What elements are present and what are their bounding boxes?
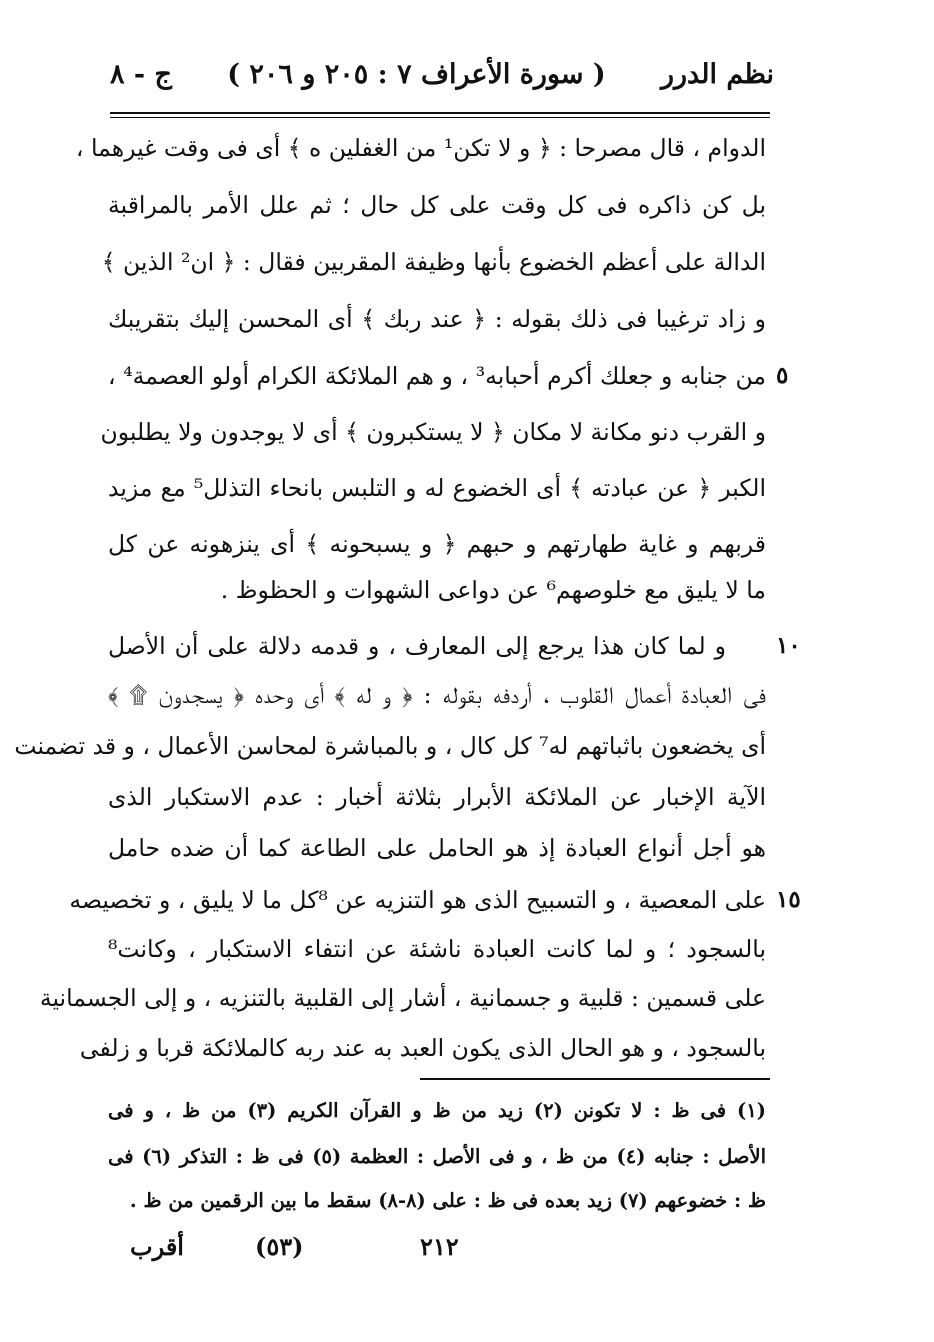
header-double-rule bbox=[110, 112, 770, 118]
text-line: الدوام ، قال مصرحا : ﴿ و لا تكن¹ من الغفلين ه ﴾ أى فى وقت غيرهما ، bbox=[75, 134, 766, 162]
text-line: فى العبادة أعمال القلوب ، أردفه بقوله : ﴿ و له ﴾ أى وحده ﴿ يسجدون ۩ ﴾ bbox=[108, 681, 766, 709]
text-line: هو أجل أنواع العبادة إذ هو الحامل على الطاعة كما أن ضده حامل bbox=[108, 834, 766, 862]
text-line: و زاد ترغيبا فى ذلك بقوله : ﴿ عند ربك ﴾ أى المحسن إليك بتقريبك bbox=[108, 305, 766, 333]
text-line: على المعصية ، و التسبيح الذى هو التنزيه عن ⁸كل ما لا يليق ، و تخصيصه bbox=[69, 886, 766, 914]
text-line: بل كن ذاكره فى كل وقت على كل حال ؛ ثم علل الأمر بالمراقبة bbox=[108, 191, 766, 219]
text-line: الكبر ﴿ عن عبادته ﴾ أى الخضوع له و التلبس بانحاء التذلل⁵ مع مزيد bbox=[108, 474, 766, 502]
signature-mark: (٥٣) bbox=[255, 1232, 304, 1261]
surah-reference: ( سورة الأعراف ٧ : ٢٠٥ و ٢٠٦ ) bbox=[227, 58, 606, 90]
text-line: بالسجود ؛ و لما كانت العبادة ناشئة عن انتفاء الاستكبار ، وكانت⁸ bbox=[108, 935, 766, 963]
text-line: من جنابه و جعلك أكرم أحبابه³ ، و هم الملائكة الكرام أولو العصمة⁴ ، bbox=[108, 362, 766, 390]
running-header bbox=[110, 52, 774, 96]
text-line: الدالة على أعظم الخضوع بأنها وظيفة المقربين فقال : ﴿ ان² الذين ﴾ bbox=[101, 248, 766, 276]
text-line: بالسجود ، و هو الحال الذى يكون العبد به عند ربه كالملائكة قربا و زلفى bbox=[79, 1034, 766, 1062]
page-number: ٢١٢ bbox=[420, 1232, 459, 1261]
line-number: ١٥ bbox=[776, 886, 801, 913]
text-line: الآية الإخبار عن الملائكة الأبرار بثلاثة أخبار : عدم الاستكبار الذى bbox=[108, 783, 766, 811]
volume-number: ج - ٨ bbox=[110, 58, 172, 90]
text-line: على قسمين : قلبية و جسمانية ، أشار إلى القلبية بالتنزيه ، و إلى الجسمانية bbox=[39, 984, 766, 1012]
text-line: أى يخضعون باثباتهم له⁷ كل كال ، و بالمباشرة لمحاسن الأعمال ، و قد تضمنت bbox=[14, 732, 766, 760]
footnote-rule bbox=[420, 1078, 770, 1080]
catchword: أقرب bbox=[130, 1232, 184, 1261]
footnote-line: (١) فى ظ : لا تكونن (٢) زيد من ظ و القرآن الكريم (٣) من ظ ، و فى bbox=[108, 1099, 767, 1122]
book-title: نظم الدرر bbox=[660, 58, 774, 90]
footnote-line: الأصل : جنابه (٤) من ظ ، و فى الأصل : العظمة (٥) فى ظ : التذكر (٦) فى bbox=[108, 1145, 766, 1168]
text-line: ما لا يليق مع خلوصهم⁶ عن دواعى الشهوات و الحظوظ . bbox=[220, 576, 766, 604]
text-line: و لما كان هذا يرجع إلى المعارف ، و قدمه دلالة على أن الأصل bbox=[108, 632, 726, 660]
footnote-line: ظ : خضوعهم (٧) زيد بعده فى ظ : على (٨-٨) سقط ما بين الرقمين من ظ . bbox=[129, 1189, 766, 1212]
line-number: ٥ bbox=[776, 362, 789, 389]
line-number: ١٠ bbox=[776, 632, 801, 659]
text-line: و القرب دنو مكانة لا مكان ﴿ لا يستكبرون ﴾ أى لا يوجدون ولا يطلبون bbox=[100, 418, 766, 446]
text-line: قربهم و غاية طهارتهم و حبهم ﴿ و يسبحونه ﴾ أى ينزهونه عن كل bbox=[108, 530, 766, 558]
